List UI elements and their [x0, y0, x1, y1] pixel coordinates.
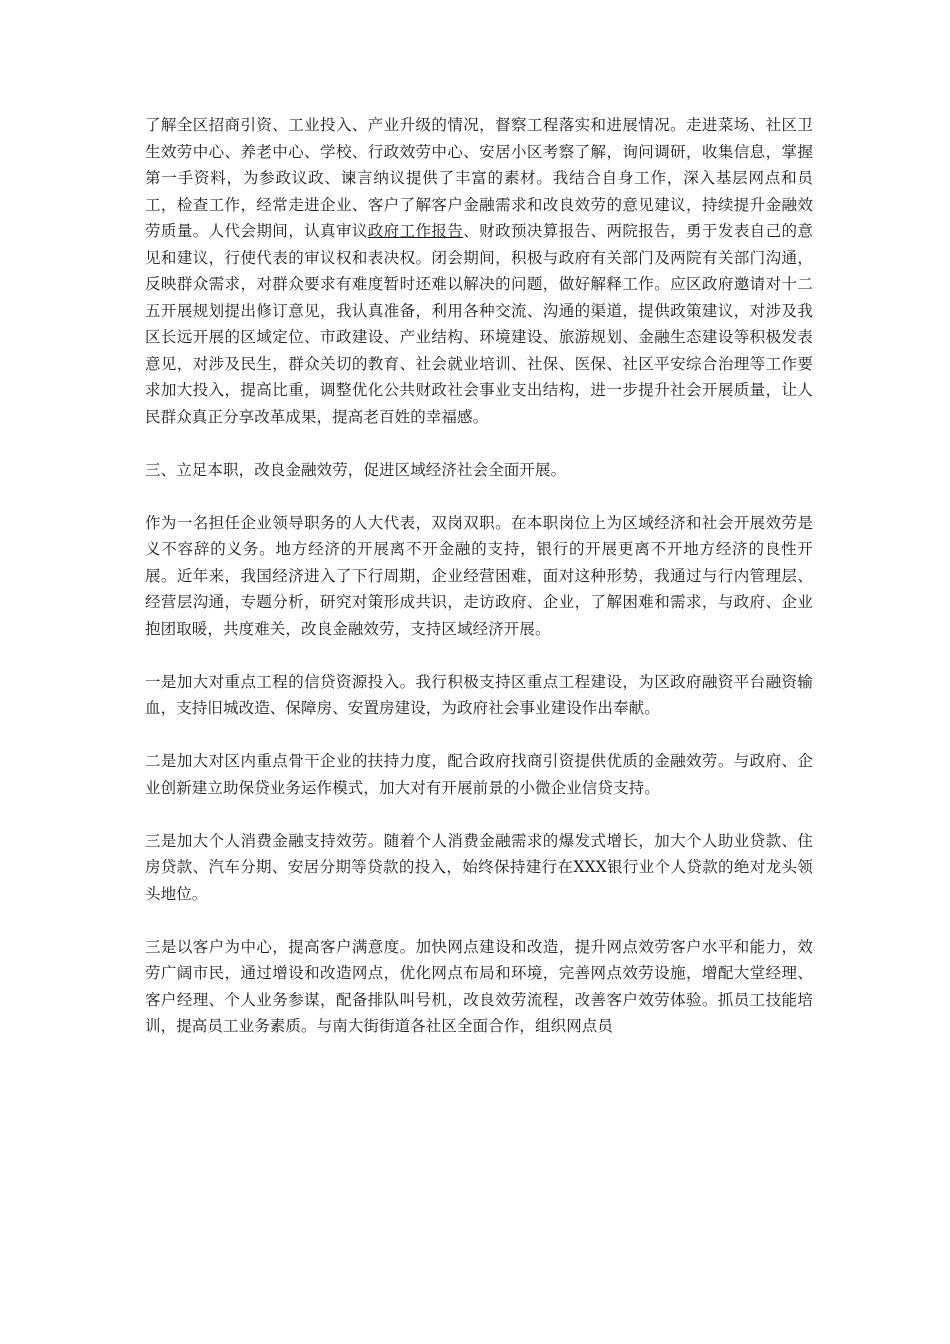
paragraph-review-work-text-1: 了解全区招商引资、工业投入、产业升级的情况，督察工程落实和进展情况。走进菜场、社区卫生效劳中心、养老中心、学校、行政效劳中心、安居小区考察了解，询问调研，收集信息，掌握第一手资料，为参政议政、谏言纳议提供了丰富的素材。我结合自身工作，深入基层网点和员工，检查工作，经常走进企业、客户了解客户金融需求和改良效劳的意见建议，持续提升金融效劳质量。人代会期间，认真审议 [145, 116, 813, 240]
paragraph-point-two: 二是加大对区内重点骨干企业的扶持力度，配合政府找商引资提供优质的金融效劳。与政府、企业创新建立助保贷业务运作模式，加大对有开展前景的小微企业信贷支持。 [145, 752, 813, 797]
paragraph-review-work-text-2: 、财政预决算报告、两院报告，勇于发表自己的意见和建议，行使代表的审议权和表决权。闭会期间，积极与政府有关部门及两院有关部门沟通，反映群众需求，对群众要求有难度暂时还难以解决的问题，做好解释工作。应区政府邀请对十二五开展规划提出修订意见，我认真准备，利用各种交流、沟通的渠道，提供政策建议，对涉及我区长远开展的区域定位、市政建设、产业结构、环境建设、旅游规划、金融生态建设等积极发表意见，对涉及民生，群众关切的教育、社会就业培训、社保、医保、社区平安综合治理等工作要求加大投入，提高比重，调整优化公共财政社会事业支出结构，进一步提升社会开展质量，让人民群众真正分享改革成果，提高老百姓的幸福感。 [145, 222, 813, 426]
section-heading-three: 三、立足本职，改良金融效劳，促进区域经济社会全面开展。 [145, 460, 567, 479]
paragraph-point-one: 一是加大对重点工程的信贷资源投入。我行积极支持区重点工程建设，为区政府融资平台融资输血，支持旧城改造、保障房、安置房建设，为政府社会事业建设作出奉献。 [145, 672, 813, 717]
paragraph-role-intro: 作为一名担任企业领导职务的人大代表，双岗双职。在本职岗位上为区域经济和社会开展效劳是义不容辞的义务。地方经济的开展离不开金融的支持，银行的开展更离不开地方经济的良性开展。近年来，我国经济进入了下行周期，企业经营困难，面对这种形势，我通过与行内管理层、经营层沟通，专题分析，研究对策形成共识，走访政府、企业，了解困难和需求，与政府、企业抱团取暖，共度难关，改良金融效劳，支持区域经济开展。 [145, 513, 813, 638]
paragraph-point-three: 三是加大个人消费金融支持效劳。随着个人消费金融需求的爆发式增长，加大个人助业贷款、住房贷款、汽车分期、安居分期等贷款的投入，始终保持建行在XXX银行业个人贷款的绝对龙头领头地位。 [145, 831, 813, 903]
government-work-report-link[interactable]: 政府工作报告 [367, 222, 464, 240]
document-page [145, 112, 813, 1040]
paragraph-customer-centric: 三是以客户为中心，提高客户满意度。加快网点建设和改造，提升网点效劳客户水平和能力，效劳广阔市民，通过增设和改造网点，优化网点布局和环境，完善网点效劳设施，增配大堂经理、客户经理、个人业务参谋，配备排队叫号机，改良效劳流程，改善客户效劳体验。抓员工技能培训，提高员工业务素质。与南大街街道各社区全面合作，组织网点员 [145, 937, 813, 1035]
paragraph-review-work [145, 112, 813, 430]
